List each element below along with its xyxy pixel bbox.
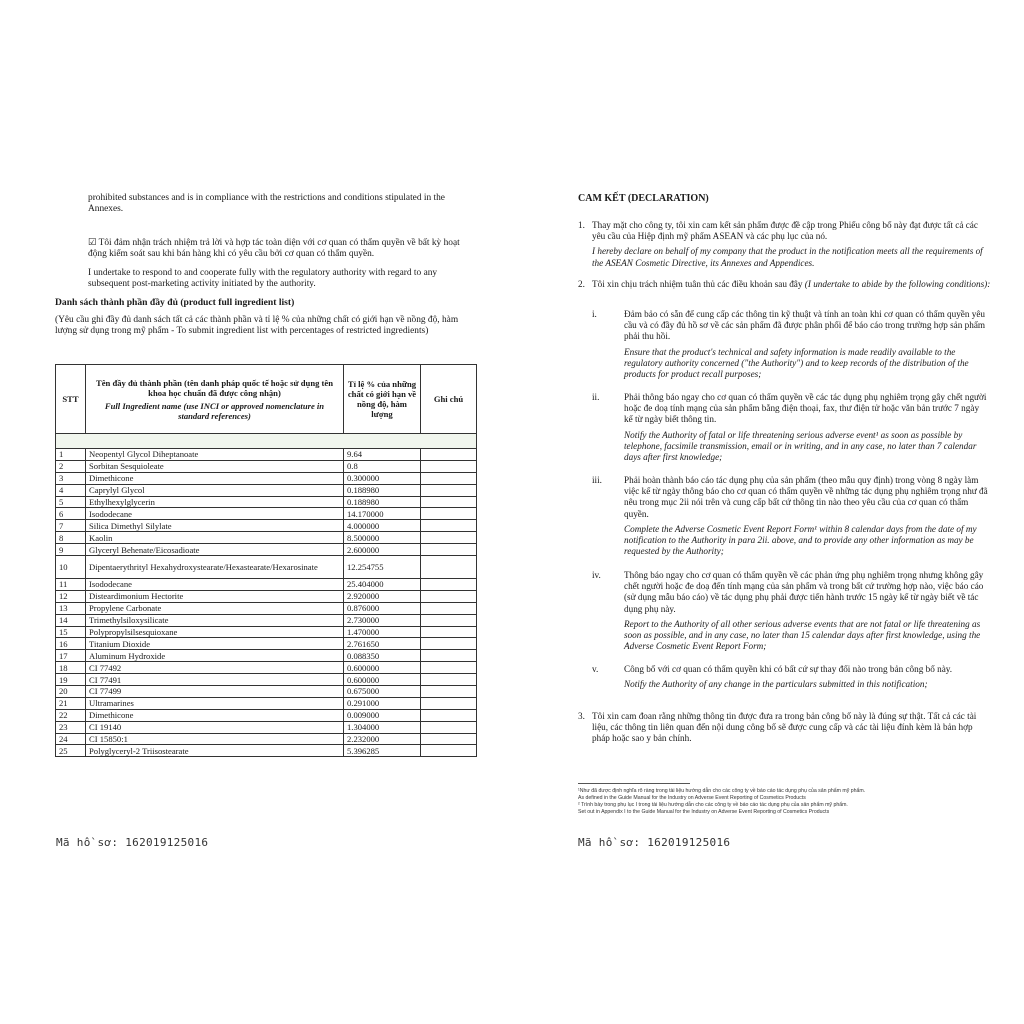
- cell-note: [421, 733, 477, 745]
- cell-ingredient-name: Ultramarines: [86, 697, 344, 709]
- cell-percentage: 0.8: [344, 460, 421, 472]
- cell-ingredient-name: Isododecane: [86, 508, 344, 520]
- cell-stt: 22: [56, 709, 86, 721]
- item2-text: [592, 279, 992, 290]
- cell-ingredient-name: Polypropylsilsesquioxane: [86, 626, 344, 638]
- cell-stt: 18: [56, 662, 86, 674]
- cell-stt: 17: [56, 650, 86, 662]
- cell-ingredient-name: Disteardimonium Hectorite: [86, 590, 344, 602]
- table-row: [56, 745, 477, 757]
- cell-stt: 13: [56, 602, 86, 614]
- cell-stt: 7: [56, 520, 86, 532]
- cell-ingredient-name: Glyceryl Behenate/Eicosadioate: [86, 544, 344, 556]
- cell-ingredient-name: Propylene Carbonate: [86, 602, 344, 614]
- condition-number: i.: [592, 309, 597, 319]
- intro-text: prohibited substances and is in compliance with the restrictions and conditions stipulated in the Annexes.: [88, 193, 445, 215]
- cell-percentage: 0.876000: [344, 602, 421, 614]
- table-row: [56, 709, 477, 721]
- table-row: [56, 532, 477, 544]
- cell-note: [421, 496, 477, 508]
- item1-en: I hereby declare on behalf of my company that the product in the notification meets all the requirements of the ASEAN Cosmetic Directive, its Annexes and Appendices.: [592, 246, 983, 268]
- cell-stt: 14: [56, 614, 86, 626]
- cell-ingredient-name: Ethylhexylglycerin: [86, 496, 344, 508]
- table-row: [56, 650, 477, 662]
- cell-note: [421, 590, 477, 602]
- ingredient-requirement: (Yêu cầu ghi đầy đủ danh sách tất cả các thành phần và tỉ lệ % của những chất có giới hạn về nồng độ, hàm lượng sử dụng trong mỹ phẩm - To submit ingredient list with percentages of restricted ingredients): [55, 315, 459, 337]
- cell-ingredient-name: Aluminum Hydroxide: [86, 650, 344, 662]
- footnote-2: As defined in the Guide Manual for the Industry on Adverse Event Reporting of Cosmetics Products: [578, 795, 806, 801]
- table-row: [56, 626, 477, 638]
- table-row: [56, 590, 477, 602]
- ingredient-table: [55, 364, 477, 757]
- cell-percentage: 4.000000: [344, 520, 421, 532]
- cell-ingredient-name: CI 77492: [86, 662, 344, 674]
- cell-ingredient-name: Titanium Dioxide: [86, 638, 344, 650]
- footnote-3: ² Trình bày trong phụ lục I trong tài liệu hướng dẫn cho các công ty về báo cáo tác dụng phụ của sản phẩm mỹ phẩm.: [578, 802, 848, 808]
- table-row: [56, 496, 477, 508]
- table-row: [56, 614, 477, 626]
- condition-number: ii.: [592, 392, 600, 402]
- undertake-text: I undertake to respond to and cooperate fully with the regulatory authority with regard to any subsequent post-marketing activity initiated by the authority.: [88, 268, 438, 290]
- cell-ingredient-name: Caprylyl Glycol: [86, 484, 344, 496]
- cell-percentage: 0.675000: [344, 686, 421, 698]
- cell-stt: 2: [56, 460, 86, 472]
- cell-ingredient-name: Isododecane: [86, 579, 344, 591]
- cell-note: [421, 614, 477, 626]
- cell-percentage: 2.232000: [344, 733, 421, 745]
- cell-ingredient-name: Dimethicone: [86, 472, 344, 484]
- item2-vi: Tôi xin chịu trách nhiệm tuân thủ các điều khoản sau đây: [592, 279, 803, 289]
- cell-stt: 21: [56, 697, 86, 709]
- item-number: 2.: [578, 279, 585, 289]
- cell-ingredient-name: CI 15850:1: [86, 733, 344, 745]
- cell-note: [421, 579, 477, 591]
- cell-note: [421, 721, 477, 733]
- condition-iv-vi: Thông báo ngay cho cơ quan có thẩm quyền về các phản ứng phụ nghiêm trọng nhưng không gây chết người hoặc đe doạ đến tính mạng của sản phẩm và trong bất cứ trường hợp nào, việc báo cáo (sử dụng mẫu báo cáo) về tác dụng phụ phải được tiến hành trước 15 ngày kể từ ngày biết về tác dụng phụ này.: [624, 570, 984, 614]
- footnote-divider: [578, 783, 690, 784]
- cell-ingredient-name: Dipentaerythrityl Hexahydroxystearate/Hexastearate/Hexarosinate: [86, 556, 344, 579]
- cell-note: [421, 532, 477, 544]
- table-row: [56, 460, 477, 472]
- table-row: [56, 472, 477, 484]
- table-row: [56, 697, 477, 709]
- cell-note: [421, 709, 477, 721]
- condition-iii-en: Complete the Adverse Cosmetic Event Report Form¹ within 8 calendar days from the date of my notification to the Authority in para 2ii. above, and to provide any other information as may be requested by the Authority;: [624, 523, 977, 557]
- col-name-en: Full Ingredient name (use INCI or approved nomenclature in standard references): [104, 400, 325, 421]
- condition-i-en: Ensure that the product's technical and safety information is made readily available to the regulatory authority concerned ("the Authority") and to keep records of the distribution of the products for product recall purposes;: [624, 346, 969, 380]
- table-row: [56, 602, 477, 614]
- cell-percentage: 14.170000: [344, 508, 421, 520]
- cell-ingredient-name: Kaolin: [86, 532, 344, 544]
- checkbox-icon: ☑: [88, 238, 97, 248]
- col-name-vi: Tên đầy đủ thành phần (tên danh pháp quốc tế hoặc sử dụng tên khoa học chuẩn đã được công nhận): [95, 377, 334, 398]
- table-row: [56, 733, 477, 745]
- record-code-left: Mã hồ sơ: 162019125016: [56, 836, 209, 849]
- cell-percentage: 1.470000: [344, 626, 421, 638]
- cell-note: [421, 460, 477, 472]
- cell-percentage: 2.920000: [344, 590, 421, 602]
- responsibility-checkbox-text: [88, 238, 473, 261]
- condition-ii-en: Notify the Authority of fatal or life threatening serious adverse event¹ as soon as possible by telephone, facsimile transmission, email or in writing, and in any case, no later than 7 calendar days after first knowledge;: [624, 429, 977, 463]
- item1-vi: Thay mặt cho công ty, tôi xin cam kết sản phẩm được đề cập trong Phiếu công bố này đạt được tất cả các yêu cầu của Hiệp định mỹ phẩm ASEAN và các phụ lục của nó.: [592, 220, 978, 242]
- footnote-1: ¹Như đã được định nghĩa rõ ràng trong tài liệu hướng dẫn cho các công ty về báo cáo tác dụng phụ của sản phẩm mỹ phẩm.: [578, 788, 866, 794]
- footnote-4: Set out in Appendix I to the Guide Manual for the Industry on Adverse Event Reporting of Cosmetics Products: [578, 809, 830, 815]
- condition-i-vi: Đảm bảo có sẵn để cung cấp các thông tin kỹ thuật và tính an toàn khi cơ quan có thẩm quyền yêu cầu và có đầy đủ hồ sơ về các sản phẩm đã được phân phối để báo cáo trong trường hợp sản phẩm phải thu hồi.: [624, 309, 986, 342]
- item-number: 3.: [578, 711, 585, 721]
- cell-note: [421, 520, 477, 532]
- col-percentage: Tỉ lệ % của những chất có giới hạn về nồng độ, hàm lượng: [344, 365, 421, 434]
- table-row: [56, 721, 477, 733]
- cell-ingredient-name: Polyglyceryl-2 Triisostearate: [86, 745, 344, 757]
- declaration-title: CAM KẾT (DECLARATION): [578, 193, 709, 204]
- table-row: [56, 686, 477, 698]
- cell-stt: 6: [56, 508, 86, 520]
- cell-stt: 25: [56, 745, 86, 757]
- cell-percentage: 8.500000: [344, 532, 421, 544]
- cell-note: [421, 602, 477, 614]
- cell-note: [421, 745, 477, 757]
- cell-note: [421, 686, 477, 698]
- cell-note: [421, 484, 477, 496]
- condition-v-vi: Công bố với cơ quan có thẩm quyền khi có bất cứ sự thay đổi nào trong bản công bố này.: [624, 664, 953, 674]
- condition-v-en: Notify the Authority of any change in the particulars submitted in this notification;: [624, 679, 928, 690]
- cell-ingredient-name: Silica Dimethyl Silylate: [86, 520, 344, 532]
- cell-percentage: 0.088350: [344, 650, 421, 662]
- cell-note: [421, 556, 477, 579]
- cell-stt: 16: [56, 638, 86, 650]
- cell-percentage: 2.600000: [344, 544, 421, 556]
- cell-note: [421, 472, 477, 484]
- cell-ingredient-name: Trimethylsiloxysilicate: [86, 614, 344, 626]
- cell-note: [421, 650, 477, 662]
- cell-stt: 1: [56, 449, 86, 461]
- table-row: [56, 556, 477, 579]
- item2-en: (I undertake to abide by the following conditions):: [804, 279, 991, 289]
- cell-note: [421, 626, 477, 638]
- cell-note: [421, 697, 477, 709]
- col-note: Ghi chú: [421, 365, 477, 434]
- right-page: [512, 0, 1024, 1024]
- cell-ingredient-name: CI 77499: [86, 686, 344, 698]
- cell-ingredient-name: CI 19140: [86, 721, 344, 733]
- cell-percentage: 25.404000: [344, 579, 421, 591]
- cell-stt: 9: [56, 544, 86, 556]
- cell-note: [421, 544, 477, 556]
- cell-ingredient-name: Sorbitan Sesquioleate: [86, 460, 344, 472]
- cell-stt: 23: [56, 721, 86, 733]
- item3-vi: Tôi xin cam đoan rằng những thông tin được đưa ra trong bản công bố này là đúng sự thật. Tất cả các tài liệu, các thông tin liên quan đến nội dung công bố sẽ được cung cấp và các tài liệu đính kèm là bản hợp pháp hoặc sao y bản chính.: [592, 711, 977, 744]
- cell-percentage: 0.188980: [344, 484, 421, 496]
- cell-stt: 12: [56, 590, 86, 602]
- cell-percentage: 0.600000: [344, 674, 421, 686]
- record-code-right: Mã hồ sơ: 162019125016: [578, 836, 731, 849]
- check-text: Tôi đảm nhận trách nhiệm trả lời và hợp tác toàn diện với cơ quan có thẩm quyền về bất kỳ hoạt động kiểm soát sau khi bán hàng khi có yêu cầu bởi cơ quan có thẩm quyền.: [88, 238, 460, 260]
- cell-percentage: 12.254755: [344, 556, 421, 579]
- table-row: [56, 674, 477, 686]
- cell-stt: 19: [56, 674, 86, 686]
- condition-ii-vi: Phải thông báo ngay cho cơ quan có thẩm quyền về các tác dụng phụ nghiêm trọng gây chết người hoặc đe doạ tính mạng của sản phẩm bằng điện thoại, fax, thư điện tử hoặc văn bản trước 7 ngày kể từ ngày biết thông tin.: [624, 392, 987, 425]
- condition-number: iv.: [592, 570, 601, 580]
- item-number: 1.: [578, 220, 585, 230]
- cell-percentage: 0.600000: [344, 662, 421, 674]
- cell-percentage: 2.761650: [344, 638, 421, 650]
- cell-percentage: 1.304000: [344, 721, 421, 733]
- cell-stt: 3: [56, 472, 86, 484]
- table-row: [56, 520, 477, 532]
- cell-stt: 8: [56, 532, 86, 544]
- cell-percentage: 2.730000: [344, 614, 421, 626]
- cell-stt: 20: [56, 686, 86, 698]
- table-row: [56, 638, 477, 650]
- cell-ingredient-name: Neopentyl Glycol Diheptanoate: [86, 449, 344, 461]
- cell-note: [421, 638, 477, 650]
- table-row: [56, 544, 477, 556]
- cell-note: [421, 449, 477, 461]
- col-ingredient-name: [86, 365, 344, 434]
- cell-stt: 4: [56, 484, 86, 496]
- cell-percentage: 5.396285: [344, 745, 421, 757]
- cell-stt: 15: [56, 626, 86, 638]
- cell-stt: 24: [56, 733, 86, 745]
- table-row: [56, 579, 477, 591]
- table-row: [56, 484, 477, 496]
- cell-ingredient-name: CI 77491: [86, 674, 344, 686]
- ingredient-heading: Danh sách thành phần đầy đủ (product full ingredient list): [55, 297, 295, 308]
- col-stt: STT: [56, 365, 86, 434]
- table-row: [56, 449, 477, 461]
- cell-percentage: 0.291000: [344, 697, 421, 709]
- cell-percentage: 9.64: [344, 449, 421, 461]
- cell-stt: 10: [56, 556, 86, 579]
- cell-stt: 5: [56, 496, 86, 508]
- cell-percentage: 0.009000: [344, 709, 421, 721]
- condition-iv-en: Report to the Authority of all other serious adverse events that are not fatal or life threatening as soon as possible, and in any case, no later than 15 calendar days after first knowledge, using the Adverse Cosmetic Event Report Form;: [624, 618, 981, 652]
- cell-note: [421, 674, 477, 686]
- condition-number: v.: [592, 664, 599, 674]
- cell-percentage: 0.300000: [344, 472, 421, 484]
- condition-iii-vi: Phải hoàn thành báo cáo tác dụng phụ của sản phẩm (theo mẫu quy định) trong vòng 8 ngày làm việc kể từ ngày thông báo cho cơ quan có thẩm quyền về những tác dụng phụ nghiêm trọng như đã nêu trong mục 2ii nói trên và cung cấp bất cứ thông tin nào theo yêu cầu của cơ quan có thẩm quyền.: [624, 475, 988, 519]
- table-row: [56, 662, 477, 674]
- condition-number: iii.: [592, 475, 602, 485]
- cell-stt: 11: [56, 579, 86, 591]
- cell-ingredient-name: Dimethicone: [86, 709, 344, 721]
- cell-note: [421, 662, 477, 674]
- table-header-row: [56, 365, 477, 434]
- cell-note: [421, 508, 477, 520]
- table-spacer-row: [56, 434, 477, 449]
- table-row: [56, 508, 477, 520]
- cell-percentage: 0.188980: [344, 496, 421, 508]
